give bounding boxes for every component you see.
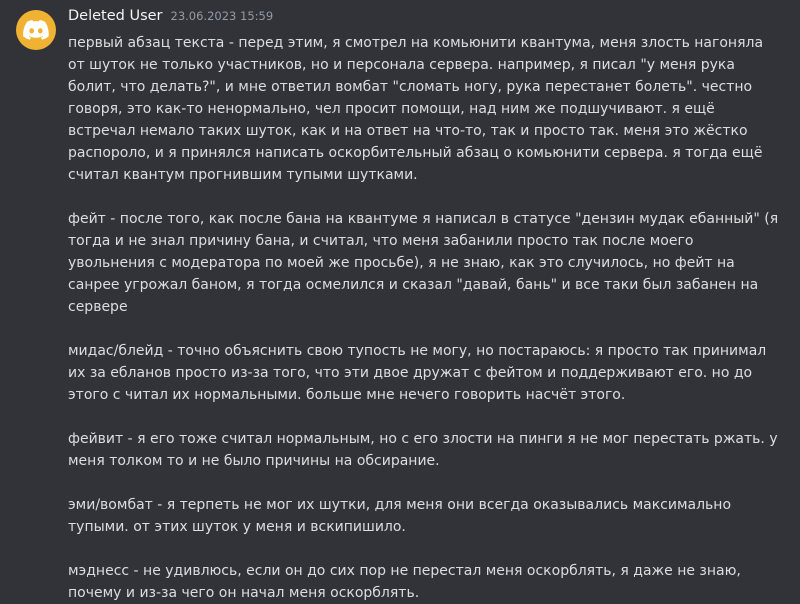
timestamp: 23.06.2023 15:59 [170, 9, 274, 23]
message-content [68, 32, 784, 604]
username[interactable]: Deleted User [68, 8, 163, 24]
message-header [68, 4, 784, 32]
message-paragraph: фейвит - я его тоже считал нормальным, но с его злости на пинги я не мог перестать ржать. у меня толком то и не было причины на обсирание. [68, 431, 778, 469]
avatar[interactable] [16, 10, 56, 50]
message-paragraph: мидас/блейд - точно объяснить свою тупость не могу, но постараюсь: я просто так принимал их за ебланов просто из-за того, что эти двое дружат с фейтом и поддерживают его. но до этого с читал их нормальными. больше мне нечего говорить насчёт этого. [68, 343, 767, 403]
message-paragraph: фейт - после того, как после бана на квантуме я написал в статусе "дензин мудак ебанный" (я тогда и не знал причину бана, и считал, что меня забанили просто так после моего увольнения с модератора по моей же просьбе), я не знаю, как это случилось, но фейт на санрее угрожал баном, я тогда осмелился и сказал "давай, бань" и все таки был забанен на сервере [68, 211, 779, 315]
discord-logo-icon [23, 20, 49, 40]
message-paragraph: первый абзац текста - перед этим, я смотрел на комьюнити квантума, меня злость нагоняла от шуток не только участников, но и персонала сервера. например, я писал "у меня рука болит, что делать?", и мне ответил вомбат "сломать ногу, рука перестанет болеть". честно говоря, это как-то ненормально, чел просит помощи, над ним же подшучивают. я ещё встречал немало таких шуток, как и на ответ на что-то, так и просто так. меня это жёстко распороло, и я принялся написать оскорбительный абзац о комьюнити сервера. я тогда ещё считал квантум прогнившим тупыми шутками. [68, 35, 764, 183]
message-paragraph: мэднесс - не удивлюсь, если он до сих пор не перестал меня оскорблять, я даже не знаю, почему и из-за чего он начал меня оскорблять. [68, 563, 741, 601]
message-paragraph: эми/вомбат - я терпеть не мог их шутки, для меня они всегда оказывались максимально тупыми. от этих шуток у меня и вскипишило. [68, 497, 732, 535]
